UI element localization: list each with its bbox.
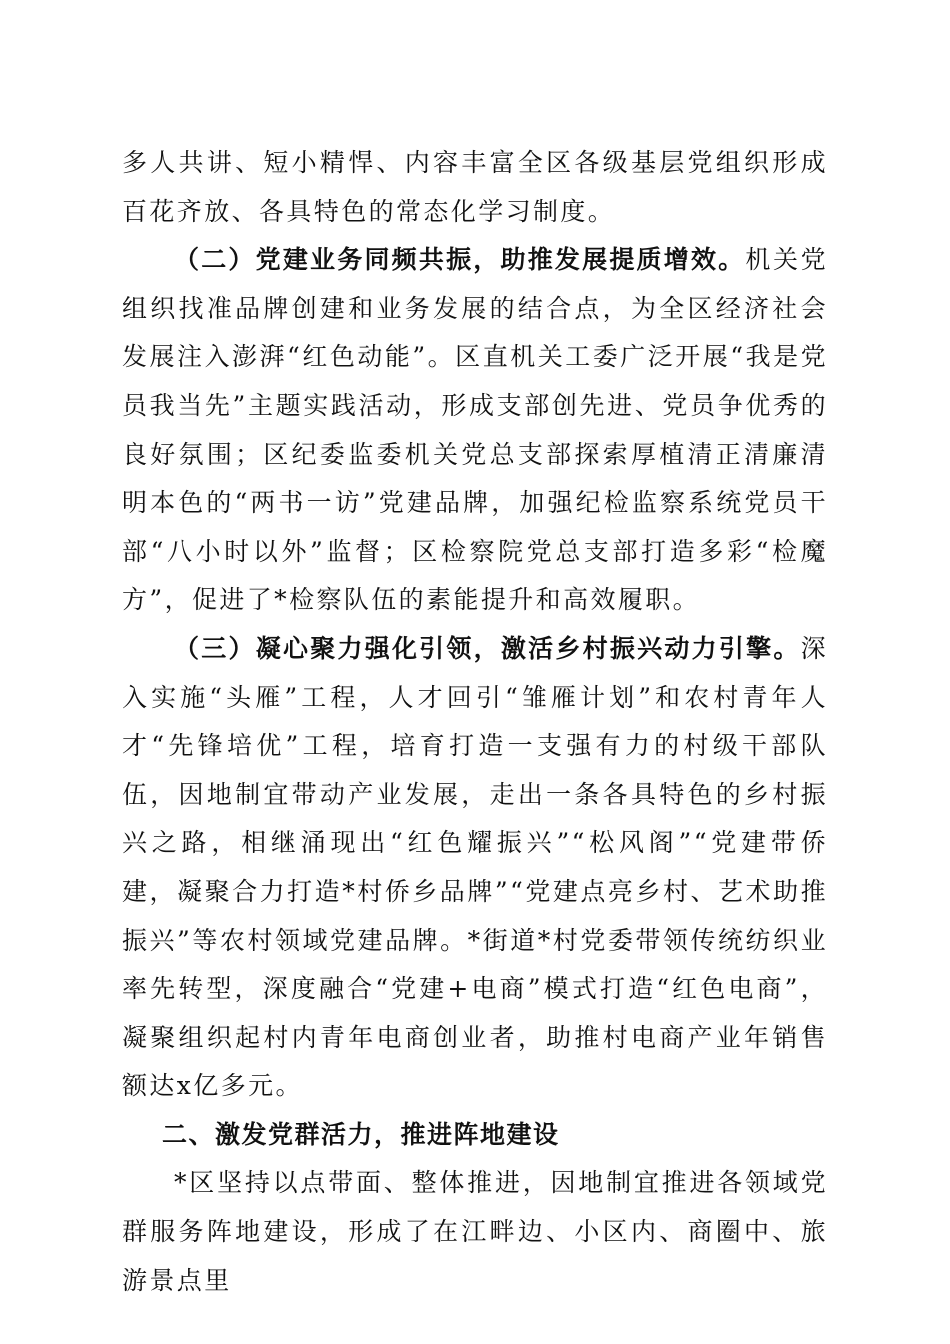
document-body (122, 139, 828, 1305)
paragraph-position-building (122, 1159, 828, 1305)
paragraph-lead: （二）党建业务同频共振，助推发展提质增效。 (174, 245, 746, 275)
paragraph-lead: （三）凝心聚力强化引领，激活乡村振兴动力引擎。 (174, 633, 801, 663)
paragraph-continued (122, 139, 828, 236)
paragraph-text: 深入实施“头雁”工程，人才回引“雏雁计划”和农村青年人才“先锋培优”工程，培育打造一支强有力的村级干部队伍，因地制宜带动产业发展，走出一条各具特色的乡村振兴之路，相继涌现出“红色耀振兴”“松风阁”“党建带侨建，凝聚合力打造*村侨乡品牌”“党建点亮乡村、艺术助推振兴”等农村领域党建品牌。*街道*村党委带领传统纺织业率先转型，深度融合“党建+电商”模式打造“红色电商”，凝聚组织起村内青年电商创业者，助推村电商产业年销售额达x亿多元。 (122, 633, 828, 1101)
paragraph-rural-revitalization (122, 625, 828, 1111)
paragraph-text: *区坚持以点带面、整体推进，因地制宜推进各领域党群服务阵地建设，形成了在江畔边、小区内、商圈中、旅游景点里 (122, 1168, 828, 1295)
paragraph-text: 多人共讲、短小精悍、内容丰富全区各级基层党组织形成百花齐放、各具特色的常态化学习制度。 (122, 148, 828, 226)
paragraph-party-business (122, 236, 828, 625)
section-heading: 二、激发党群活力，推进阵地建设 (162, 1119, 560, 1149)
paragraph-text: 机关党组织找准品牌创建和业务发展的结合点，为全区经济社会发展注入澎湃“红色动能”。区直机关工委广泛开展“我是党员我当先”主题实践活动，形成支部创先进、党员争优秀的良好氛围；区纪委监委机关党总支部探索厚植清正清廉清明本色的“两书一访”党建品牌，加强纪检监察系统党员干部“八小时以外”监督；区检察院党总支部打造多彩“检魔方”，促进了*检察队伍的素能提升和高效履职。 (122, 245, 828, 615)
